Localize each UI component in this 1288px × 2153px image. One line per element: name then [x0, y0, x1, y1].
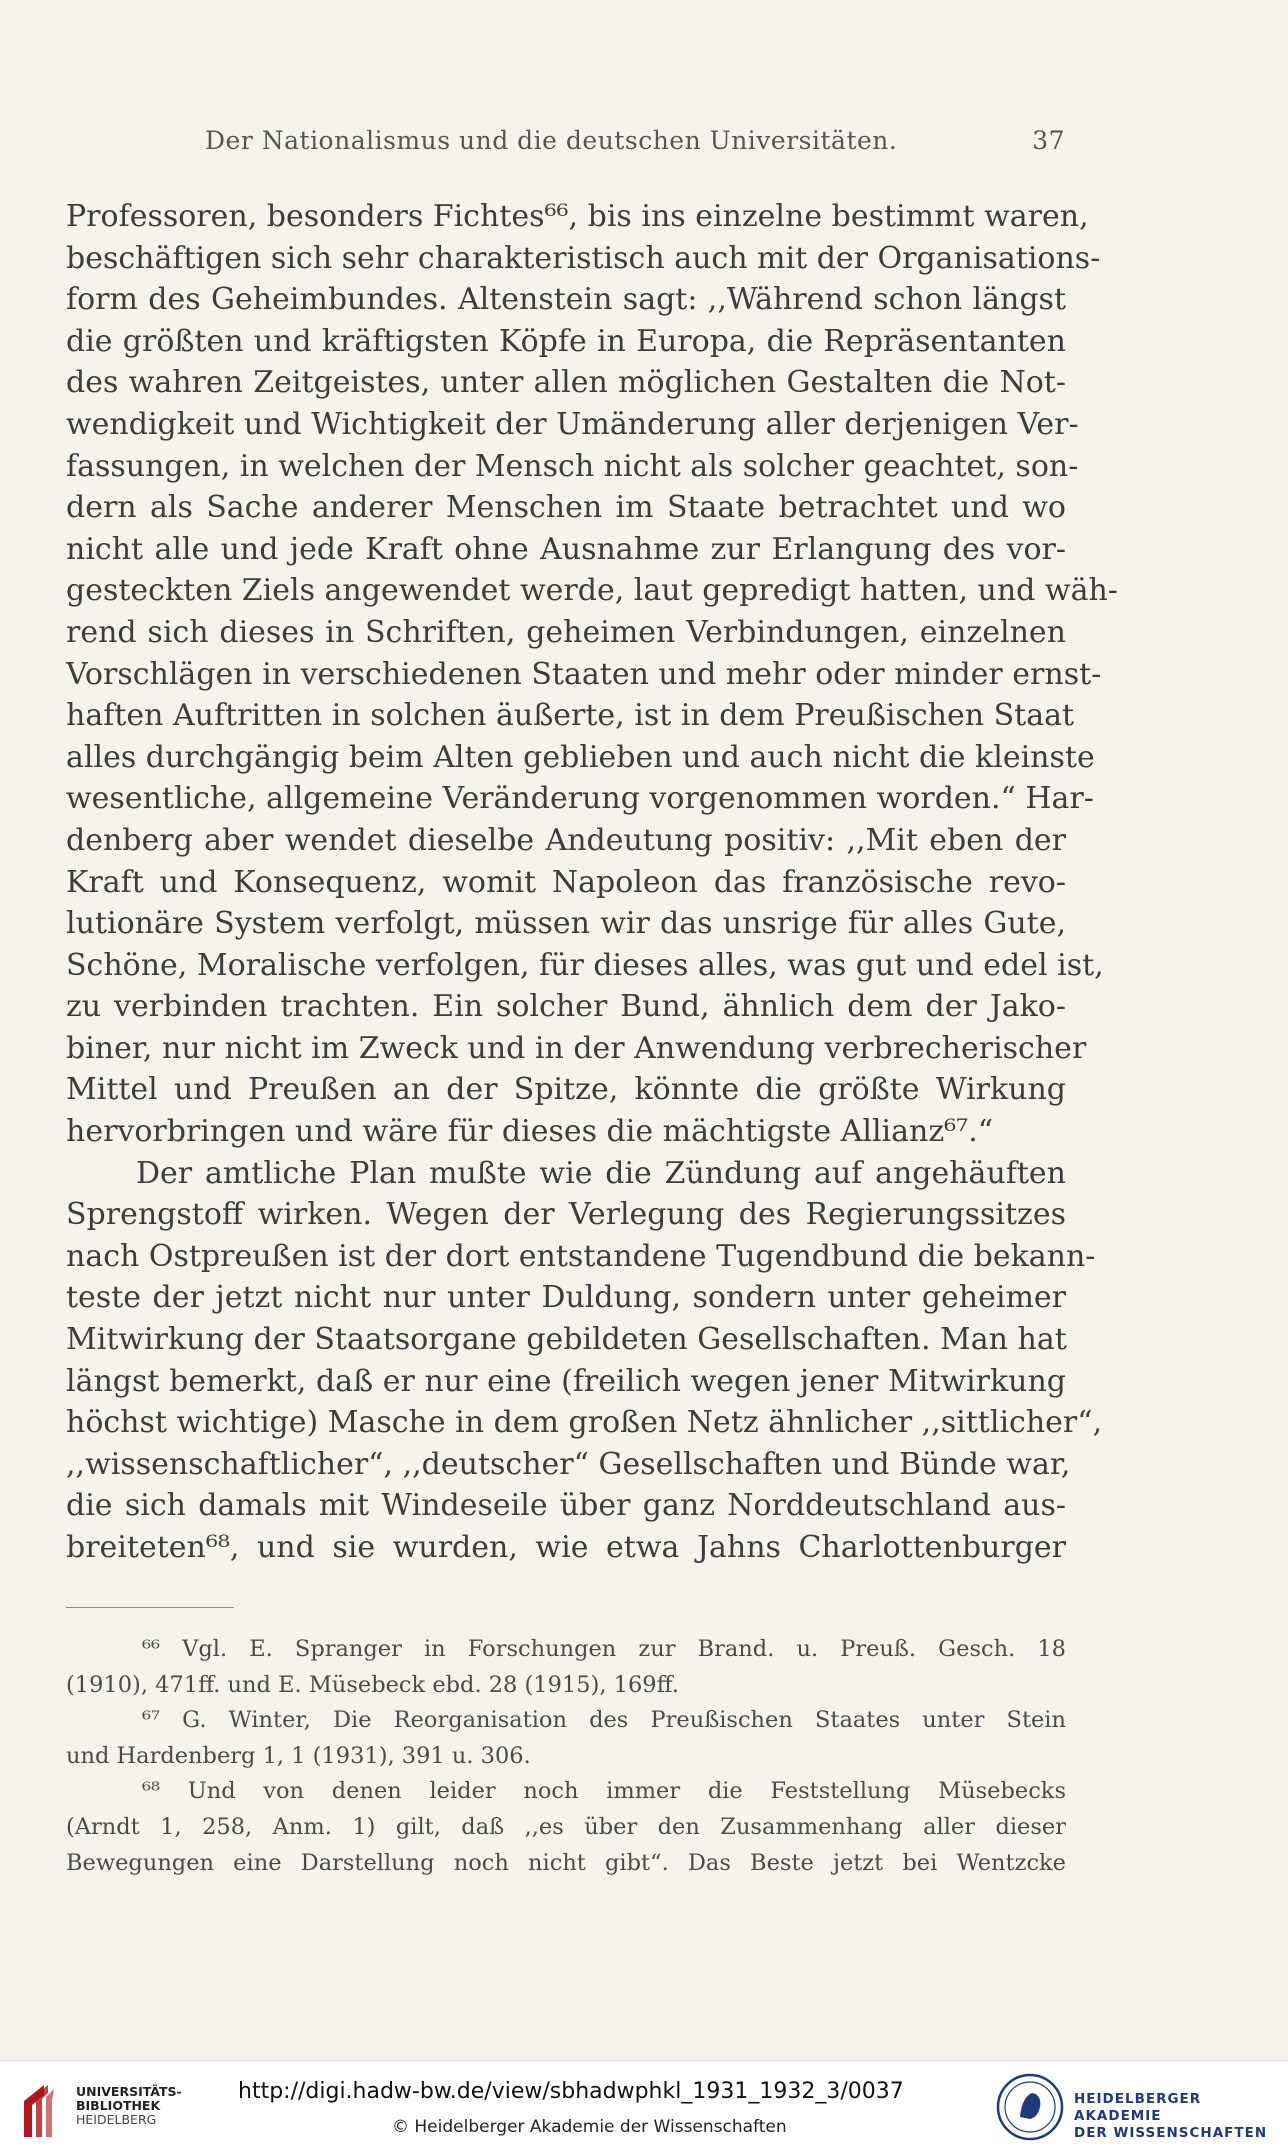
library-name-line: HEIDELBERG — [76, 2112, 157, 2127]
text-line: höchst wichtige) Masche in dem großen Netz ähnlicher ,,sittlicher“, — [66, 1405, 1103, 1441]
text-line: form des Geheimbundes. Altenstein sagt: ,,Während schon längst — [66, 282, 1066, 318]
text-line: denberg aber wendet dieselbe Andeutung positiv: ,,Mit eben der — [66, 822, 1066, 858]
text-line: Der amtliche Plan mußte wie die Zündung auf angehäuften — [136, 1155, 1066, 1191]
library-logo-icon — [14, 2081, 72, 2141]
text-line: fassungen, in welchen der Mensch nicht als solcher geachtet, son- — [66, 448, 1079, 484]
text-line: längst bemerkt, daß er nur eine (freilich wegen jener Mitwirkung — [66, 1363, 1066, 1399]
footnote-line: ⁶⁸ Und von denen leider noch immer die Feststellung Müsebecks — [142, 1778, 1066, 1805]
text-line: teste der jetzt nicht nur unter Duldung, sondern unter geheimer — [66, 1280, 1066, 1316]
text-line: Schöne, Moralische verfolgen, für dieses alles, was gut und edel ist, — [66, 947, 1104, 983]
text-line: lutionäre System verfolgt, müssen wir das unsrige für alles Gute, — [66, 906, 1066, 942]
library-name-line: UNIVERSITÄTS- — [76, 2084, 182, 2099]
text-line: Professoren, besonders Fichtes⁶⁶, bis ins einzelne bestimmt waren, — [66, 199, 1089, 234]
text-line: haften Auftritten in solchen äußerte, ist in dem Preußischen Staat — [66, 698, 1075, 734]
academy-seal-icon — [996, 2073, 1064, 2141]
footnote-line: und Hardenberg 1, 1 (1931), 391 u. 306. — [66, 1742, 531, 1769]
text-line: dern als Sache anderer Menschen im Staate betrachtet und wo — [66, 490, 1066, 526]
text-line: ,,wissenschaftlicher“, ,,deutscher“ Gesellschaften und Bünde war, — [66, 1446, 1071, 1482]
footnote-line: (1910), 471ff. und E. Müsebeck ebd. 28 (1915), 169ff. — [66, 1671, 679, 1698]
academy-name-line: HEIDELBERGER AKADEMIE — [1074, 2091, 1202, 2124]
text-line: alles durchgängig beim Alten geblieben und auch nicht die kleinste — [66, 739, 1095, 775]
body-text — [66, 196, 1118, 1569]
page-number: 37 — [1032, 126, 1065, 155]
footnote-line: ⁶⁷ G. Winter, Die Reorganisation des Preußischen Staates unter Stein — [142, 1707, 1066, 1734]
text-line: die sich damals mit Windeseile über ganz Norddeutschland aus- — [66, 1488, 1066, 1524]
text-line: wesentliche, allgemeine Veränderung vorgenommen worden.“ Har- — [66, 781, 1094, 817]
text-line: Vorschlägen in verschiedenen Staaten und mehr oder minder ernst- — [66, 656, 1102, 692]
text-line: Sprengstoff wirken. Wegen der Verlegung des Regierungssitzes — [66, 1197, 1066, 1233]
footnote-line: Bewegungen eine Darstellung noch nicht gibt“. Das Beste jetzt bei Wentzcke — [66, 1849, 1066, 1876]
footnote-separator — [66, 1607, 234, 1608]
text-line: rend sich dieses in Schriften, geheimen Verbindungen, einzelnen — [66, 614, 1066, 650]
academy-name — [1074, 2091, 1288, 2142]
text-line: wendigkeit und Wichtigkeit der Umänderung aller derjenigen Ver- — [66, 406, 1079, 442]
footnote-line: (Arndt 1, 258, Anm. 1) gilt, daß ,,es über den Zusammenhang aller dieser — [66, 1813, 1066, 1840]
text-line: nach Ostpreußen ist der dort entstandene Tugendbund die bekann- — [66, 1238, 1096, 1274]
copyright-notice: © Heidelberger Akademie der Wissenschaften — [392, 2117, 787, 2137]
permalink-url[interactable]: http://digi.hadw-bw.de/view/sbhadwphkl_1931_1932_3/0037 — [238, 2079, 904, 2104]
footnote-line: ⁶⁶ Vgl. E. Spranger in Forschungen zur Brand. u. Preuß. Gesch. 18 — [142, 1636, 1066, 1662]
text-line: nicht alle und jede Kraft ohne Ausnahme zur Erlangung des vor- — [66, 531, 1066, 567]
running-title: Der Nationalismus und die deutschen Universitäten. — [205, 126, 898, 155]
footer-bar — [0, 2060, 1288, 2153]
text-line: die größten und kräftigsten Köpfe in Europa, die Repräsentanten — [66, 323, 1066, 359]
text-line: hervorbringen und wäre für dieses die mächtigste Allianz⁶⁷.“ — [66, 1114, 994, 1150]
text-line: gesteckten Ziels angewendet werde, laut gepredigt hatten, und wäh- — [66, 573, 1118, 609]
text-line: beschäftigen sich sehr charakteristisch auch mit der Organisations- — [66, 240, 1101, 276]
text-line: Mittel und Preußen an der Spitze, könnte die größte Wirkung — [66, 1072, 1066, 1108]
text-line: Mitwirkung der Staatsorgane gebildeten Gesellschaften. Man hat — [66, 1322, 1067, 1358]
text-line: biner, nur nicht im Zweck und in der Anwendung verbrecherischer — [66, 1030, 1087, 1066]
library-name-line: BIBLIOTHEK — [76, 2098, 161, 2113]
text-line: breiteten⁶⁸, und sie wurden, wie etwa Jahns Charlottenburger — [66, 1530, 1066, 1565]
running-header — [205, 126, 1065, 166]
academy-name-line: DER WISSENSCHAFTEN — [1074, 2125, 1268, 2141]
text-line: des wahren Zeitgeistes, unter allen möglichen Gestalten die Not- — [66, 365, 1066, 401]
library-name — [76, 2085, 182, 2127]
text-line: Kraft und Konsequenz, womit Napoleon das französische revo- — [66, 864, 1066, 900]
text-line: zu verbinden trachten. Ein solcher Bund, ähnlich dem der Jako- — [66, 989, 1066, 1025]
footnotes — [66, 1632, 1066, 1881]
